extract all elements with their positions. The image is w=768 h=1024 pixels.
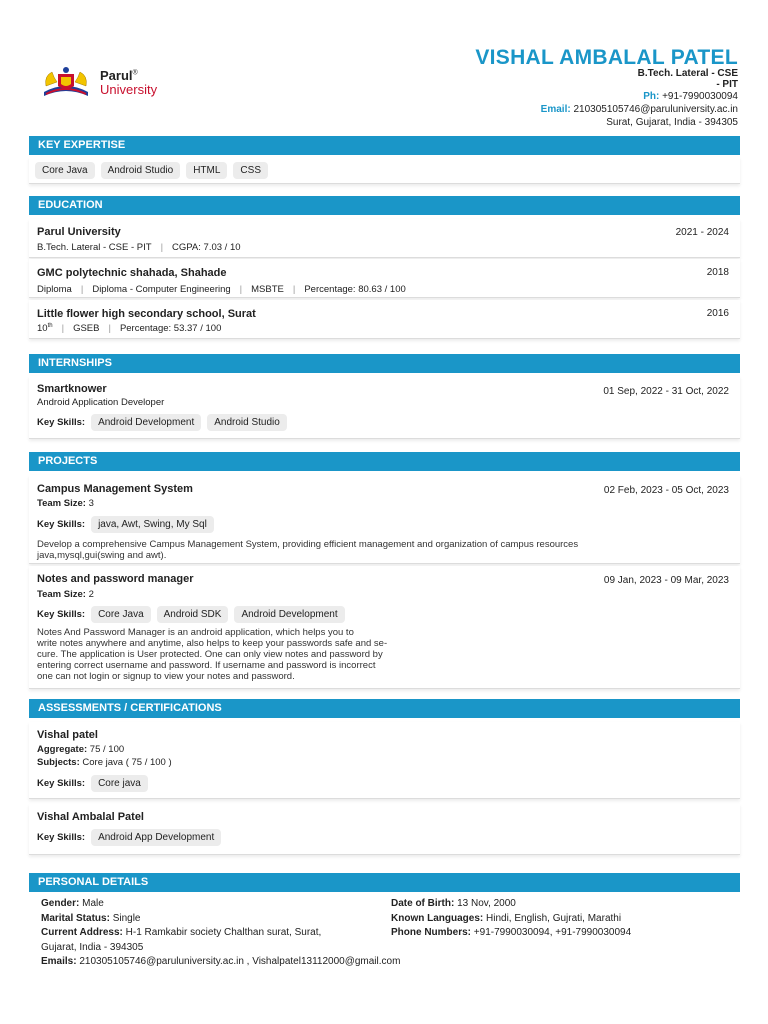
- project-title: Campus Management System: [37, 483, 193, 495]
- internship-company: Smartknower: [37, 383, 107, 395]
- phones-value: +91-7990030094, +91-7990030094: [473, 927, 632, 938]
- phone-label: Ph:: [643, 91, 660, 102]
- skill-chip: Core Java: [91, 606, 151, 623]
- skill-chip: Android Development: [234, 606, 344, 623]
- skills-label: Key Skills:: [37, 832, 86, 843]
- degree-line-2: - PIT: [716, 79, 738, 90]
- assessment-item: [29, 804, 740, 855]
- description-line: Develop a comprehensive Campus Management System, providing efficient management and organization of campus resources: [37, 539, 579, 550]
- assessment-subjects: [37, 757, 172, 768]
- project-skills: [37, 516, 220, 533]
- logo-text-parul: Parul: [100, 68, 133, 83]
- team-size-value: 3: [88, 498, 94, 509]
- section-key-expertise: KEY EXPERTISE: [29, 136, 740, 155]
- description-line: entering correct username and password. If username and password is incorrect: [37, 660, 376, 671]
- phone-line: [643, 91, 738, 102]
- address-value-line-1: H-1 Ramkabir society Chalthan surat, Surat,: [125, 927, 322, 938]
- education-score: Percentage: 80.63 / 100: [304, 284, 406, 295]
- education-details: Diploma | Diploma - Computer Engineering | MSBTE | Percentage: 80.63 / 100: [37, 284, 406, 295]
- internship-date: 01 Sep, 2022 - 31 Oct, 2022: [603, 386, 729, 397]
- section-education: EDUCATION: [29, 196, 740, 215]
- phones-row: [391, 926, 731, 941]
- marital-label: Marital Status:: [41, 912, 110, 924]
- dob-row: [391, 897, 731, 912]
- personal-right-column: [391, 897, 731, 941]
- university-crest-icon: [38, 64, 94, 100]
- skill-chip: Android SDK: [157, 606, 229, 623]
- skill-chip: Android Development: [91, 414, 201, 431]
- project-description: [37, 627, 387, 682]
- education-program: B.Tech. Lateral - CSE - PIT: [37, 242, 152, 253]
- marital-value: Single: [112, 912, 141, 924]
- address-row-cont: Gujarat, India - 394305: [41, 941, 144, 953]
- phones-label: Phone Numbers:: [391, 927, 472, 938]
- location-line: Surat, Gujarat, India - 394305: [606, 117, 738, 128]
- project-title: Notes and password manager: [37, 573, 194, 585]
- subjects-label: Subjects:: [37, 757, 80, 768]
- address-label: Current Address:: [41, 927, 123, 938]
- education-item: [29, 259, 740, 298]
- description-line: java,mysql,gui(swing and awt).: [37, 550, 167, 561]
- skills-label: Key Skills:: [37, 778, 86, 789]
- skills-label: Key Skills:: [37, 417, 86, 428]
- project-skills: [37, 606, 351, 623]
- section-internships: INTERNSHIPS: [29, 354, 740, 373]
- languages-row: [391, 912, 731, 927]
- internship-skills: [37, 414, 293, 431]
- languages-value: Hindi, English, Gujrati, Marathi: [486, 912, 622, 924]
- assessment-skills: [37, 829, 227, 846]
- aggregate-label: Aggregate:: [37, 744, 88, 755]
- expertise-chip-list: [35, 162, 274, 179]
- education-school: GMC polytechnic shahada, Shahade: [37, 267, 227, 279]
- university-logo: [38, 64, 168, 104]
- skill-chip: Android Studio: [207, 414, 287, 431]
- education-date: 2016: [706, 308, 729, 319]
- team-size-label: Team Size:: [37, 589, 86, 600]
- phone-value: +91-7990030094: [662, 91, 738, 102]
- candidate-name: VISHAL AMBALAL PATEL: [475, 46, 738, 69]
- marital-row: [41, 912, 361, 927]
- skills-label: Key Skills:: [37, 519, 86, 530]
- section-projects: PROJECTS: [29, 452, 740, 471]
- subjects-value: Core java ( 75 / 100 ): [82, 757, 172, 768]
- internship-role: Android Application Developer: [37, 397, 165, 408]
- logo-text-university: University: [100, 82, 158, 97]
- team-size-label: Team Size:: [37, 498, 86, 509]
- assessment-title: Vishal patel: [37, 729, 98, 741]
- gender-label: Gender:: [41, 898, 80, 909]
- description-line: cure. The application is User protected. One can only view notes and password by: [37, 649, 383, 660]
- email-label: Email:: [540, 104, 571, 115]
- aggregate-value: 75 / 100: [89, 744, 125, 755]
- education-level: 10: [37, 323, 48, 335]
- description-line: Notes And Password Manager is an android application, which helps you to: [37, 627, 354, 638]
- internship-item: [29, 376, 740, 439]
- assessment-aggregate: [37, 744, 124, 755]
- assessment-title: Vishal Ambalal Patel: [37, 811, 144, 823]
- education-school: Little flower high secondary school, Surat: [37, 308, 256, 320]
- education-details: B.Tech. Lateral - CSE - PIT | CGPA: 7.03 / 10: [37, 242, 241, 253]
- assessment-item: [29, 722, 740, 799]
- education-item: [29, 219, 740, 258]
- skills-label: Key Skills:: [37, 609, 86, 620]
- education-level: Diploma: [37, 284, 72, 295]
- education-item: [29, 300, 740, 339]
- education-board: GSEB: [73, 323, 100, 335]
- languages-label: Known Languages:: [391, 912, 484, 924]
- education-date: 2018: [706, 267, 729, 278]
- education-school: Parul University: [37, 226, 121, 238]
- registered-mark: ®: [132, 69, 138, 77]
- education-date: 2021 - 2024: [675, 227, 729, 238]
- emails-label: Emails:: [41, 956, 77, 967]
- project-date: 02 Feb, 2023 - 05 Oct, 2023: [603, 485, 729, 496]
- expertise-chip: Android Studio: [101, 162, 181, 179]
- address-row: [41, 926, 361, 941]
- expertise-chip: CSS: [233, 162, 268, 179]
- emails-value[interactable]: 210305105746@paruluniversity.ac.in , Vishalpatel13112000@gmail.com: [79, 956, 401, 967]
- email-value[interactable]: 210305105746@paruluniversity.ac.in: [573, 104, 738, 115]
- assessment-skills: [37, 775, 154, 792]
- education-level-suffix: th: [47, 323, 53, 329]
- key-expertise-card: [29, 157, 740, 184]
- emails-row: [41, 955, 731, 970]
- personal-left-column: [41, 897, 361, 955]
- education-program: Diploma - Computer Engineering: [92, 284, 231, 295]
- project-description: [37, 539, 578, 561]
- project-item: [29, 475, 740, 564]
- team-size-value: 2: [88, 589, 94, 600]
- project-team-size: [37, 498, 94, 509]
- project-date: 09 Jan, 2023 - 09 Mar, 2023: [603, 575, 729, 586]
- skill-chip: java, Awt, Swing, My Sql: [91, 516, 214, 533]
- dob-label: Date of Birth:: [391, 898, 455, 909]
- education-score: Percentage: 53.37 / 100: [119, 323, 222, 335]
- description-line: write notes anywhere and anytime, also helps to keep your passwords safe and se-: [37, 638, 388, 649]
- project-item: [29, 566, 740, 689]
- dob-value: 13 Nov, 2000: [457, 898, 516, 909]
- education-score: CGPA: 7.03 / 10: [172, 242, 241, 253]
- skill-chip: Android App Development: [91, 829, 221, 846]
- education-details: 10th | GSEB | Percentage: 53.37 / 100: [37, 323, 222, 335]
- email-line: [541, 104, 738, 115]
- expertise-chip: HTML: [186, 162, 227, 179]
- gender-row: [41, 897, 361, 912]
- project-team-size: [37, 589, 94, 600]
- education-board: MSBTE: [251, 284, 284, 295]
- description-line: one can not login or signup to view your notes and password.: [37, 671, 295, 682]
- section-assessments: ASSESSMENTS / CERTIFICATIONS: [29, 699, 740, 718]
- expertise-chip: Core Java: [35, 162, 95, 179]
- gender-value: Male: [82, 898, 104, 909]
- degree-line-1: B.Tech. Lateral - CSE: [637, 68, 738, 79]
- skill-chip: Core java: [91, 775, 148, 792]
- section-personal-details: PERSONAL DETAILS: [29, 873, 740, 892]
